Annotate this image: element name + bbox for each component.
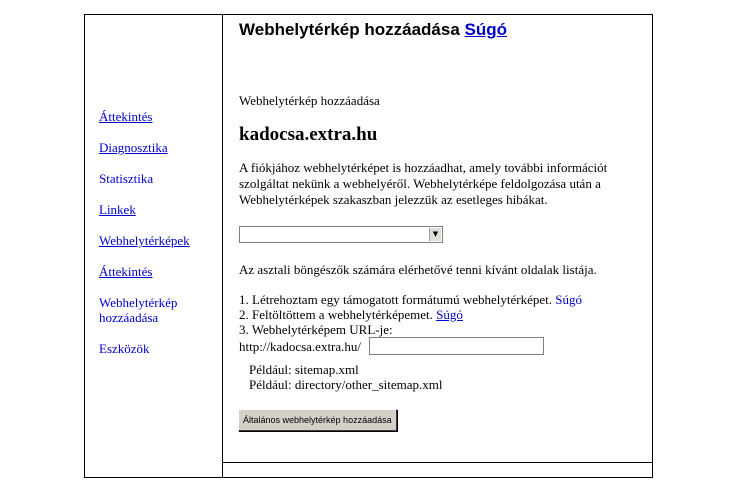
sidebar-item-diagnostics[interactable]: Diagnosztika — [99, 140, 168, 155]
step-3-text: 3. Webhelytérképem URL-je: — [239, 322, 393, 337]
page-title — [239, 20, 507, 40]
step-1-help-link[interactable]: Súgó — [555, 292, 582, 307]
breadcrumb: Webhelytérkép hozzáadása — [239, 93, 380, 108]
steps-list — [239, 292, 582, 337]
description-text: A fiókjához webhelytérképet is hozzáadhat, amely további információt szolgáltat nekünk a webhelyéről. Webhelytérképe feldolgozása után a Webhelytérképek szakaszban jelezzük az esetleges hibákat. — [239, 160, 608, 207]
sidebar-item-statistics[interactable]: Statisztika — [99, 171, 154, 186]
sidebar-item-tools[interactable]: Eszközök — [99, 341, 150, 356]
site-name: kadocsa.extra.hu — [239, 124, 378, 145]
example-2: Például: directory/other_sitemap.xml — [249, 377, 443, 392]
step-1-text: 1. Létrehoztam egy támogatott formátumú webhelytérképet. — [239, 292, 552, 307]
sidebar-item-links[interactable]: Linkek — [99, 202, 136, 217]
sidebar-item-sitemaps[interactable]: Webhelytérképek — [99, 233, 190, 248]
column-divider — [222, 15, 223, 477]
add-sitemap-button[interactable]: Általános webhelytérkép hozzáadása — [238, 409, 397, 431]
url-prefix: http://kadocsa.extra.hu/ — [239, 339, 362, 354]
chevron-down-icon[interactable]: ▼ — [429, 228, 441, 241]
step-2-text: 2. Feltöltöttem a webhelytérképemet. — [239, 307, 433, 322]
sidebar-item-sitemaps-overview[interactable]: Áttekintés — [99, 264, 153, 279]
title-help-link[interactable]: Súgó — [464, 20, 508, 39]
example-1: Például: sitemap.xml — [249, 362, 359, 377]
sitemap-type-select[interactable] — [239, 226, 443, 243]
examples — [249, 362, 443, 392]
step-1 — [239, 292, 582, 307]
sidebar — [99, 109, 219, 356]
footer-divider — [222, 462, 653, 463]
step-2-help-link[interactable]: Súgó — [436, 307, 463, 322]
sidebar-item-overview[interactable]: Áttekintés — [99, 109, 153, 124]
url-row — [239, 339, 361, 355]
list-intro-text: Az asztali böngészők számára elérhetővé tenni kívánt oldalak listája. — [239, 262, 597, 277]
step-2 — [239, 307, 582, 322]
page-title-text: Webhelytérkép hozzáadása — [239, 20, 460, 39]
sitemap-url-input[interactable] — [369, 337, 544, 355]
sidebar-item-add-sitemap[interactable]: Webhelytérkép hozzáadása — [99, 295, 178, 325]
